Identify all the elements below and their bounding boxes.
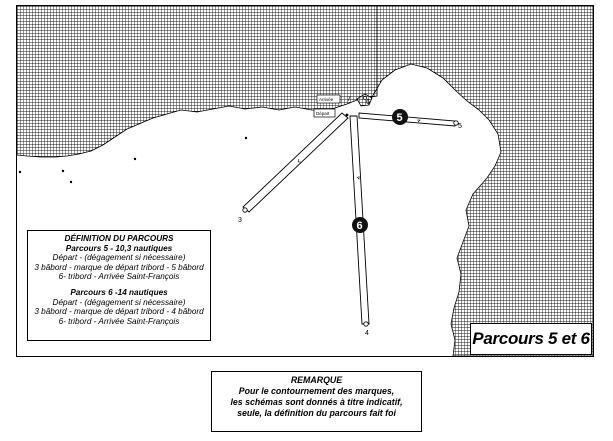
remark-box	[211, 371, 422, 432]
remark-heading: REMARQUE	[290, 375, 343, 385]
remark-line: les schémas sont donnés à titre indicatif,	[230, 397, 403, 407]
remark-line: seule, la définition du parcours fait foi	[237, 408, 396, 418]
chart-title: Parcours 5 et 6	[470, 323, 592, 355]
course-6-title: Parcours 6 -14 nautiques	[70, 287, 168, 297]
course-5-line: 3 bâbord - marque de départ tribord - 5 bâbord	[34, 262, 204, 272]
depart-label: Départ	[316, 111, 330, 116]
course-5-badge-number: 5	[396, 112, 403, 124]
mark-label-5: 5	[458, 123, 462, 130]
course-5-title: Parcours 5 - 10,3 nautiques	[65, 243, 173, 253]
buoy-3	[243, 208, 247, 212]
definition-heading: DÉFINITION DU PARCOURS	[64, 234, 174, 243]
map-frame	[16, 5, 594, 357]
mark-label-6: 6	[366, 99, 370, 106]
reef-dot	[245, 137, 247, 139]
mark-label-7: 7	[347, 96, 351, 103]
leg-start-to-3	[243, 113, 348, 212]
course-6-line: 6- tribord - Arrivée Saint-François	[58, 316, 180, 326]
course-5-line: Départ - (dégagement si nécessaire)	[52, 253, 186, 263]
arrivee-label: Arrivée	[319, 97, 334, 102]
mark-label-4: 4	[365, 330, 369, 337]
course-6-line: Départ - (dégagement si nécessaire)	[52, 297, 186, 307]
reef-dot	[19, 171, 21, 173]
course-6-line: 3 bâbord - marque de départ tribord - 4 bâbord	[34, 307, 204, 317]
buoy-4	[364, 322, 368, 326]
reef-dot	[70, 181, 72, 183]
course-definition-box	[27, 230, 211, 341]
remark-line: Pour le contournement des marques,	[238, 386, 395, 396]
reef-dot	[134, 158, 136, 160]
start-mark	[346, 114, 349, 117]
reef-dot	[62, 170, 64, 172]
mark-label-3: 3	[238, 217, 242, 224]
land-east	[362, 6, 593, 356]
course-6-badge-number: 6	[356, 220, 363, 232]
course-5-line: 6- tribord - Arrivée Saint-François	[58, 272, 180, 282]
